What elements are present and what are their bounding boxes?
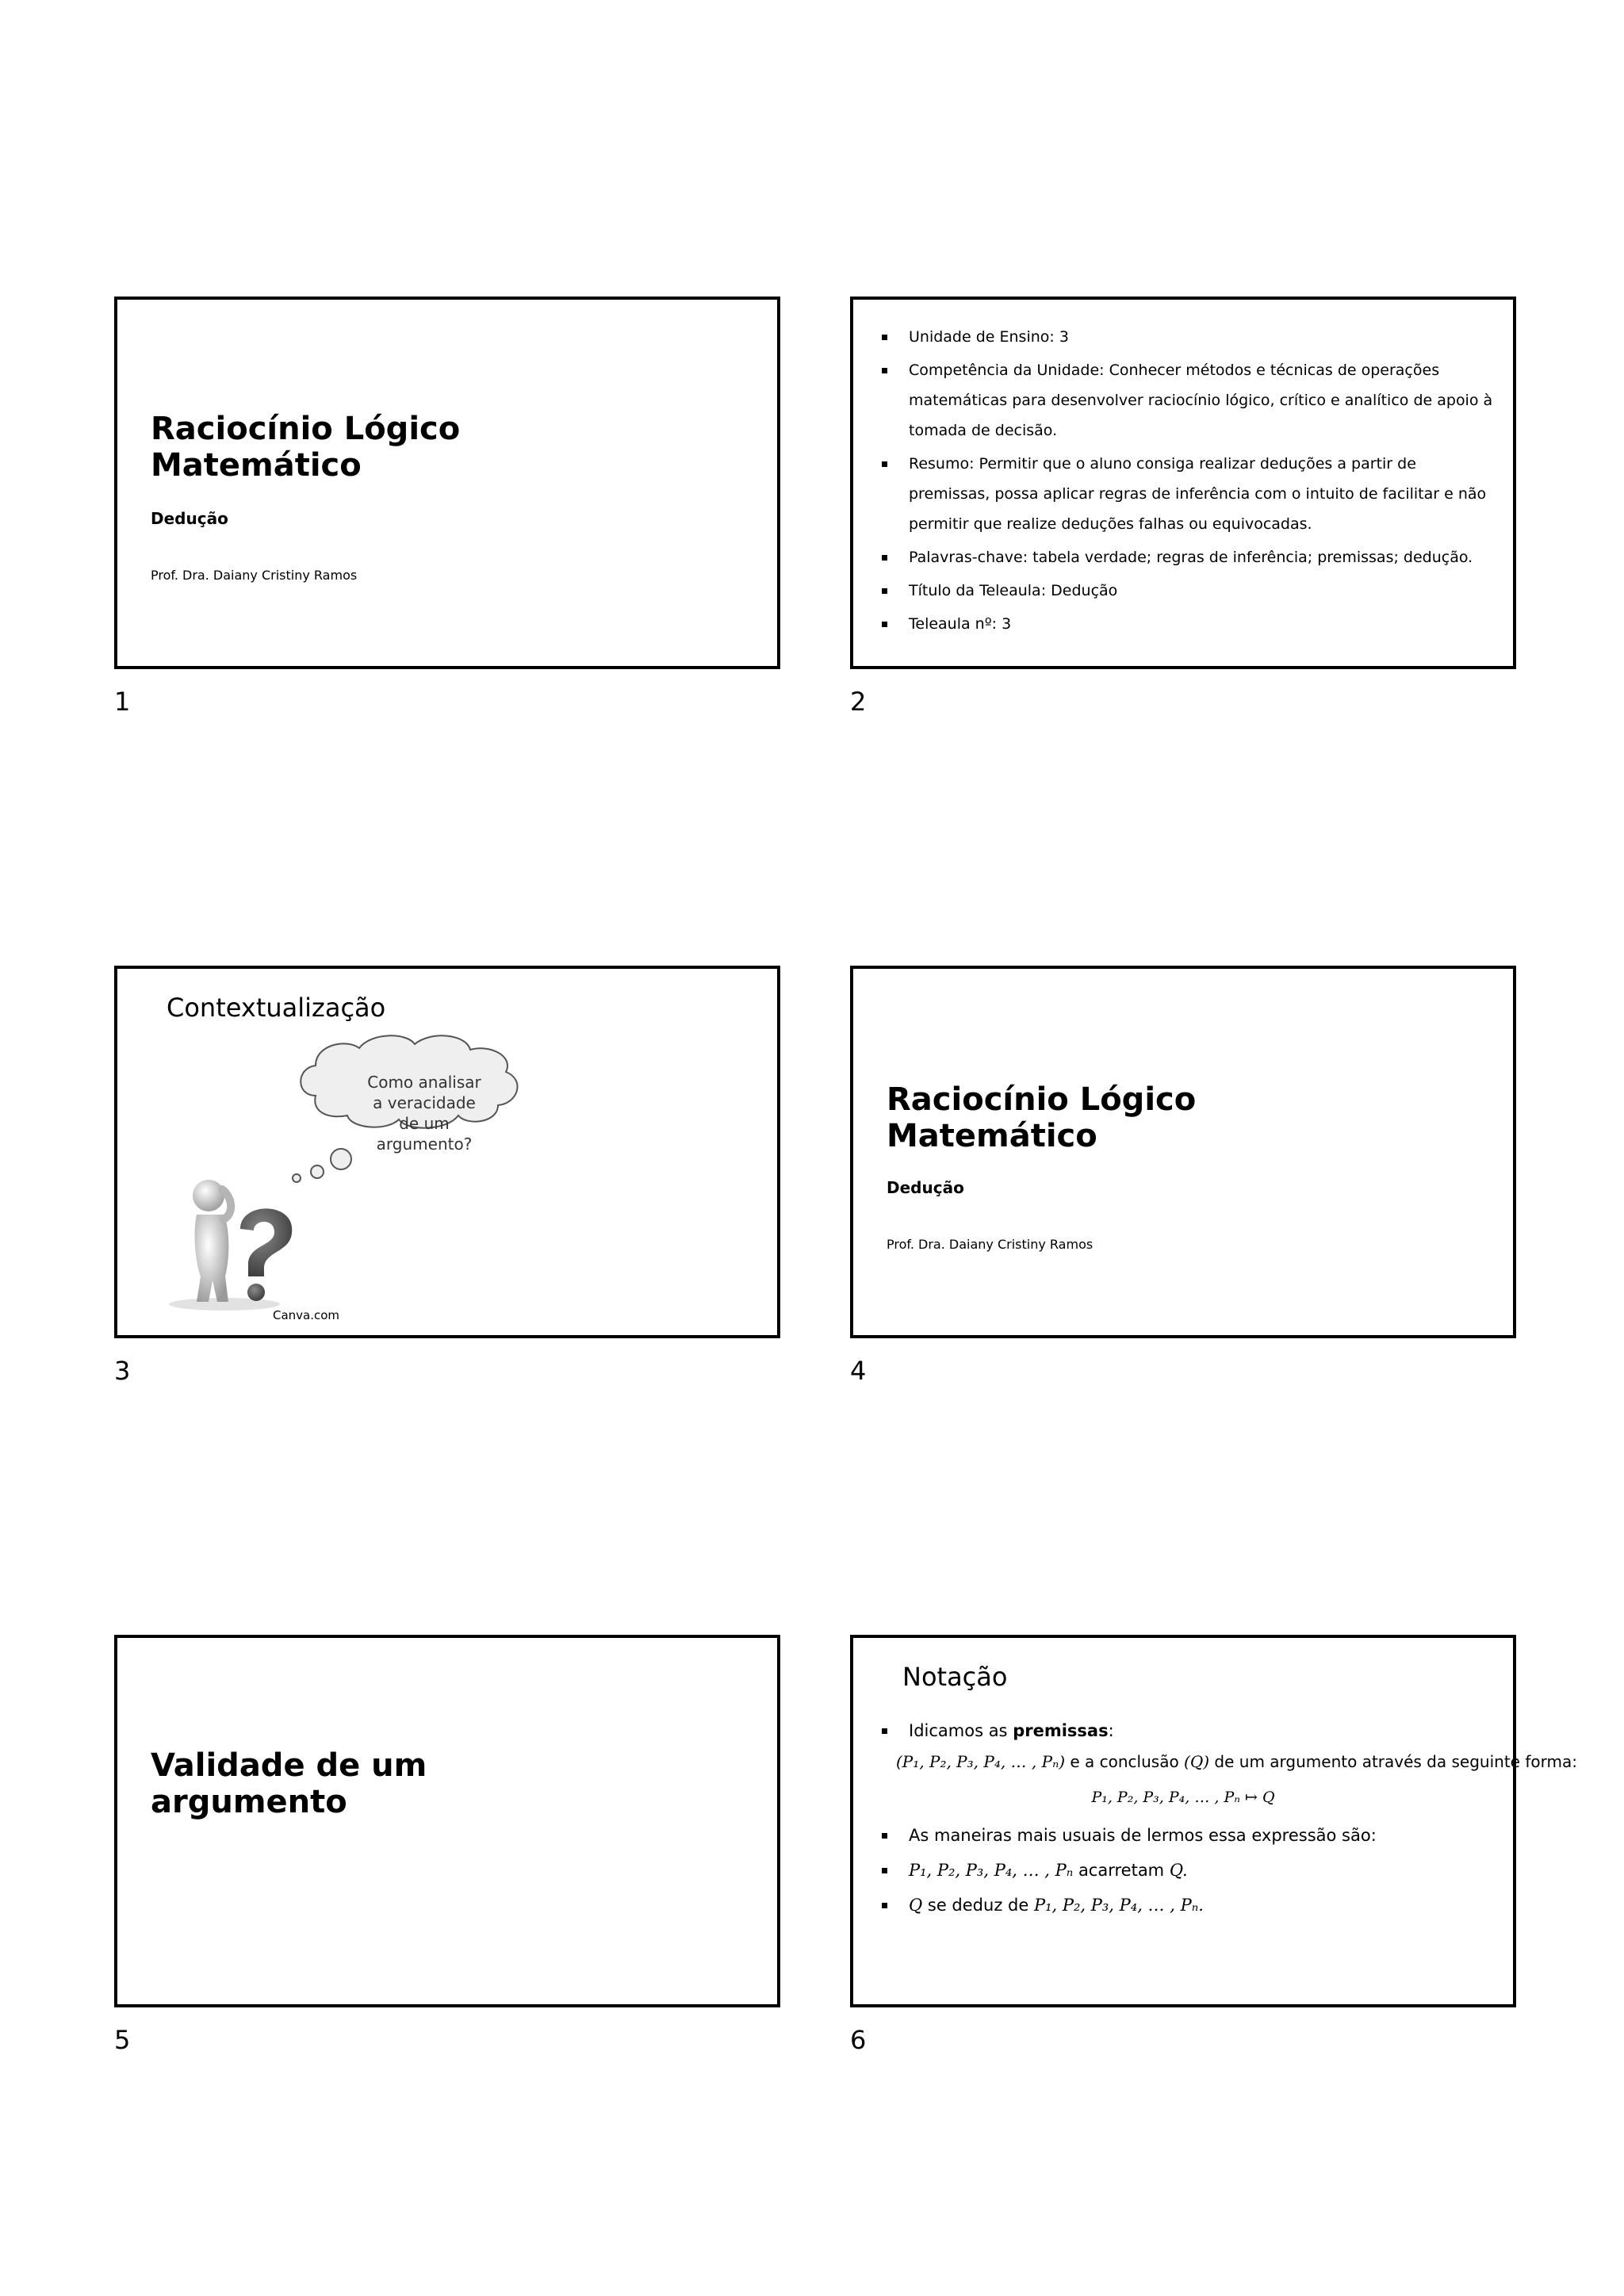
slide-number: 4 (850, 1356, 867, 1386)
slide-heading: Notação (902, 1662, 1008, 1692)
premises-expression: P₁, P₂, P₃, P₄, … , Pₙ. (1033, 1896, 1204, 1915)
slide-number: 1 (114, 687, 131, 717)
slide-subtitle: Dedução (887, 1178, 964, 1197)
slide-3 (114, 966, 780, 1338)
title-line-1: Validade de um (151, 1747, 427, 1784)
slide-2 (850, 297, 1516, 669)
bullet-text: : (1108, 1721, 1114, 1740)
premises-expression: (P₁, P₂, P₃, P₄, … , Pₙ) (896, 1752, 1065, 1771)
list-item: As maneiras mais usuais de lermos essa expressão são: (874, 1823, 1508, 1847)
slide-number: 5 (114, 2025, 131, 2055)
line-text: de um argumento através da seguinte forma: (1209, 1752, 1577, 1771)
title-line-2: Matemático (887, 1118, 1097, 1154)
list-item: Palavras-chave: tabela verdade; regras de inferência; premissas; dedução. (874, 542, 1500, 572)
notation-line (896, 1752, 1577, 1771)
slide-title (151, 1747, 427, 1820)
thinking-person-illustration (157, 1158, 316, 1316)
conclusion-symbol: Q (909, 1896, 923, 1915)
slide-number: 2 (850, 687, 867, 717)
image-credit: Canva.com (273, 1308, 340, 1322)
slide-number: 6 (850, 2025, 867, 2055)
bubble-text: Como analisar a veracidade de um argumento? (367, 1073, 481, 1154)
list-item: Teleaula nº: 3 (874, 609, 1500, 639)
slide-heading: Contextualização (167, 993, 386, 1023)
line-text: e a conclusão (1065, 1752, 1185, 1771)
conclusion-symbol: Q. (1169, 1861, 1188, 1880)
slide-subtitle: Dedução (151, 509, 228, 528)
bullet-text: acarretam (1073, 1861, 1170, 1880)
slide-number: 3 (114, 1356, 131, 1386)
list-item: Unidade de Ensino: 3 (874, 322, 1500, 352)
list-item: Título da Teleaula: Dedução (874, 576, 1500, 606)
title-line-2: argumento (151, 1784, 347, 1820)
list-item (874, 1893, 1508, 1917)
title-line-1: Raciocínio Lógico (151, 411, 461, 447)
bullet-bold-text: premissas (1013, 1721, 1109, 1740)
notation-list-2 (874, 1823, 1508, 1917)
bullet-text: se deduz de (922, 1896, 1034, 1915)
notation-list-1 (874, 1719, 1508, 1743)
list-item (874, 1858, 1508, 1882)
slide-title (151, 411, 460, 484)
slide-5 (114, 1635, 780, 2007)
slide-author: Prof. Dra. Daiany Cristiny Ramos (151, 568, 358, 583)
list-item (874, 1719, 1508, 1743)
slide-author: Prof. Dra. Daiany Cristiny Ramos (887, 1237, 1094, 1252)
premises-expression: P₁, P₂, P₃, P₄, … , Pₙ (909, 1861, 1074, 1880)
slide-1 (114, 297, 780, 669)
info-list (874, 322, 1500, 642)
slide-4 (850, 966, 1516, 1338)
list-item: Resumo: Permitir que o aluno consiga realizar deduções a partir de premissas, possa aplicar regras de inferência com o intuito de facilitar e não permitir que realize deduções falhas ou equivocadas. (874, 449, 1500, 539)
conclusion-symbol: (Q) (1184, 1752, 1210, 1771)
title-line-1: Raciocínio Lógico (887, 1081, 1197, 1118)
slide-title (887, 1081, 1196, 1154)
formula: P₁, P₂, P₃, P₄, … , Pₙ ↦ Q (1091, 1789, 1275, 1806)
title-line-2: Matemático (151, 447, 362, 484)
list-item: Competência da Unidade: Conhecer métodos e técnicas de operações matemáticas para desenvolver raciocínio lógico, crítico e analítico de apoio à tomada de decisão. (874, 355, 1500, 446)
slide-6 (850, 1635, 1577, 2007)
bullet-text: Idicamos as (909, 1721, 1013, 1740)
